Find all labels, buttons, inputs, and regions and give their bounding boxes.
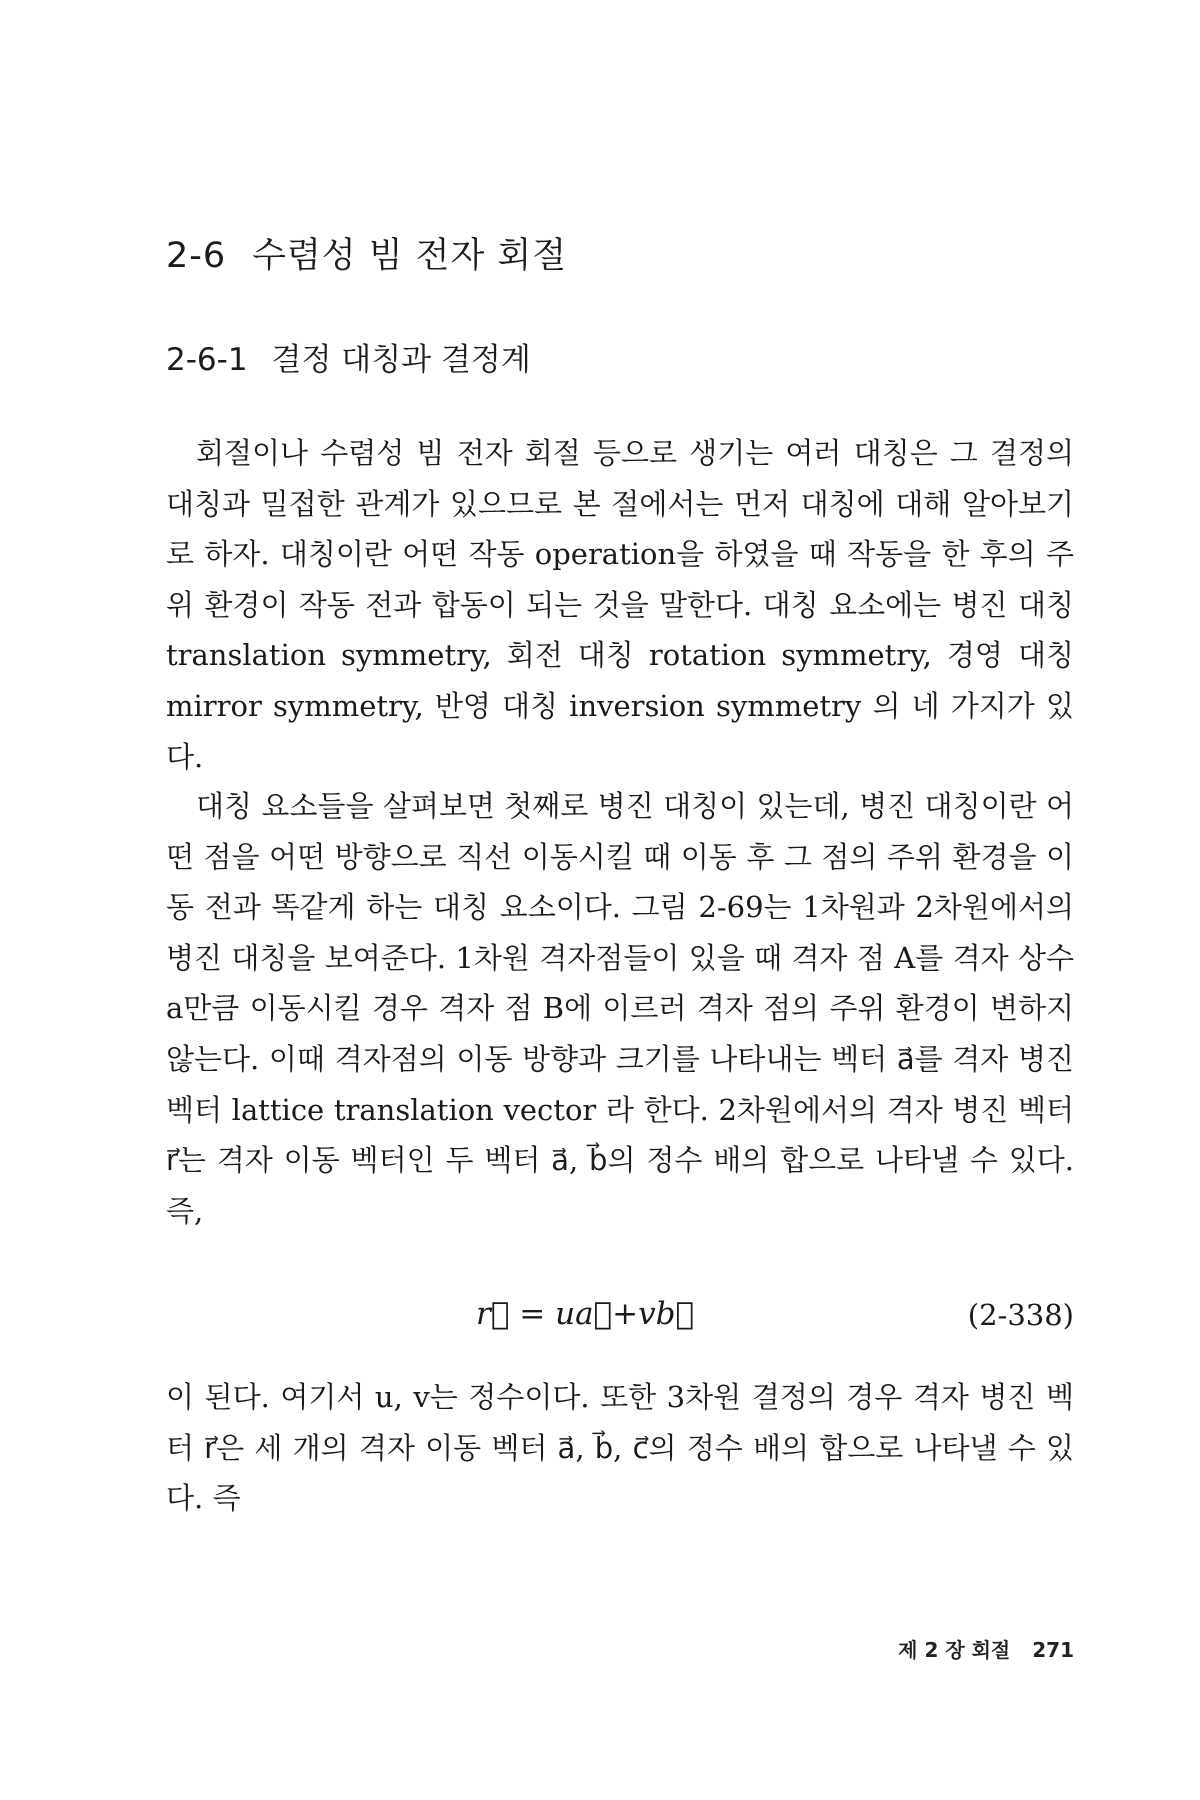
paragraph-text: 회절이나 수렴성 빔 전자 회절 등으로 생기는 여러 대칭은 그 결정의 대칭과 밀접한 관계가 있으므로 본 절에서는 먼저 대칭에 대해 알아보기로 하자. 대칭이란 어떤 작동 operation을 하였을 때 작동을 한 후의 주위 환경이 작동 전과 합동이 되는 것을 말한다. 대칭 요소에는 병진 대칭 translation symmetry, 회전 대칭 rotation symmetry, 경영 대칭 mirror symmetry, 반영 대칭 inversion symmetry 의 네 가지가 있다. [166, 436, 1074, 774]
body-paragraph-1 [166, 428, 1074, 782]
page-footer [898, 1634, 1074, 1663]
chapter-label: 제 2 장 회절 [898, 1638, 1011, 1662]
equation-block [166, 1296, 1074, 1346]
equation-expression: r⃗ = ua⃗+vb⃗ [476, 1296, 695, 1332]
subsection-number: 2-6-1 [166, 342, 248, 378]
section-heading [166, 228, 567, 278]
section-title: 수렴성 빔 전자 회절 [252, 236, 568, 276]
subsection-title: 결정 대칭과 결정계 [271, 342, 531, 378]
section-number: 2-6 [166, 236, 227, 276]
page-number: 271 [1032, 1638, 1074, 1662]
body-paragraph-2 [166, 781, 1074, 1236]
subsection-heading [166, 334, 531, 379]
book-page [166, 0, 1074, 1800]
paragraph-text: 대칭 요소들을 살펴보면 첫째로 병진 대칭이 있는데, 병진 대칭이란 어떤 점을 어떤 방향으로 직선 이동시킬 때 이동 후 그 점의 주위 환경을 이동 전과 똑같게 하는 대칭 요소이다. 그림 2-69는 1차원과 2차원에서의 병진 대칭을 보여준다. 1차원 격자점들이 있을 때 격자 점 A를 격자 상수 a만큼 이동시킬 경우 격자 점 B에 이르러 격자 점의 주위 환경이 변하지 않는다. 이때 격자점의 이동 방향과 크기를 나타내는 벡터 a⃗를 격자 병진 벡터 lattice translation vector 라 한다. 2차원에서의 격자 병진 벡터 r⃗는 격자 이동 벡터인 두 벡터 a⃗, b⃗의 정수 배의 합으로 나타낼 수 있다. 즉, [166, 789, 1074, 1228]
paragraph-text: 이 된다. 여기서 u, v는 정수이다. 또한 3차원 결정의 경우 격자 병진 벡터 r⃗은 세 개의 격자 이동 벡터 a⃗, b⃗, c⃗의 정수 배의 합으로 나타낼 수 있다. 즉 [166, 1380, 1075, 1516]
body-paragraph-3 [166, 1372, 1074, 1524]
equation-number: (2-338) [967, 1298, 1074, 1332]
